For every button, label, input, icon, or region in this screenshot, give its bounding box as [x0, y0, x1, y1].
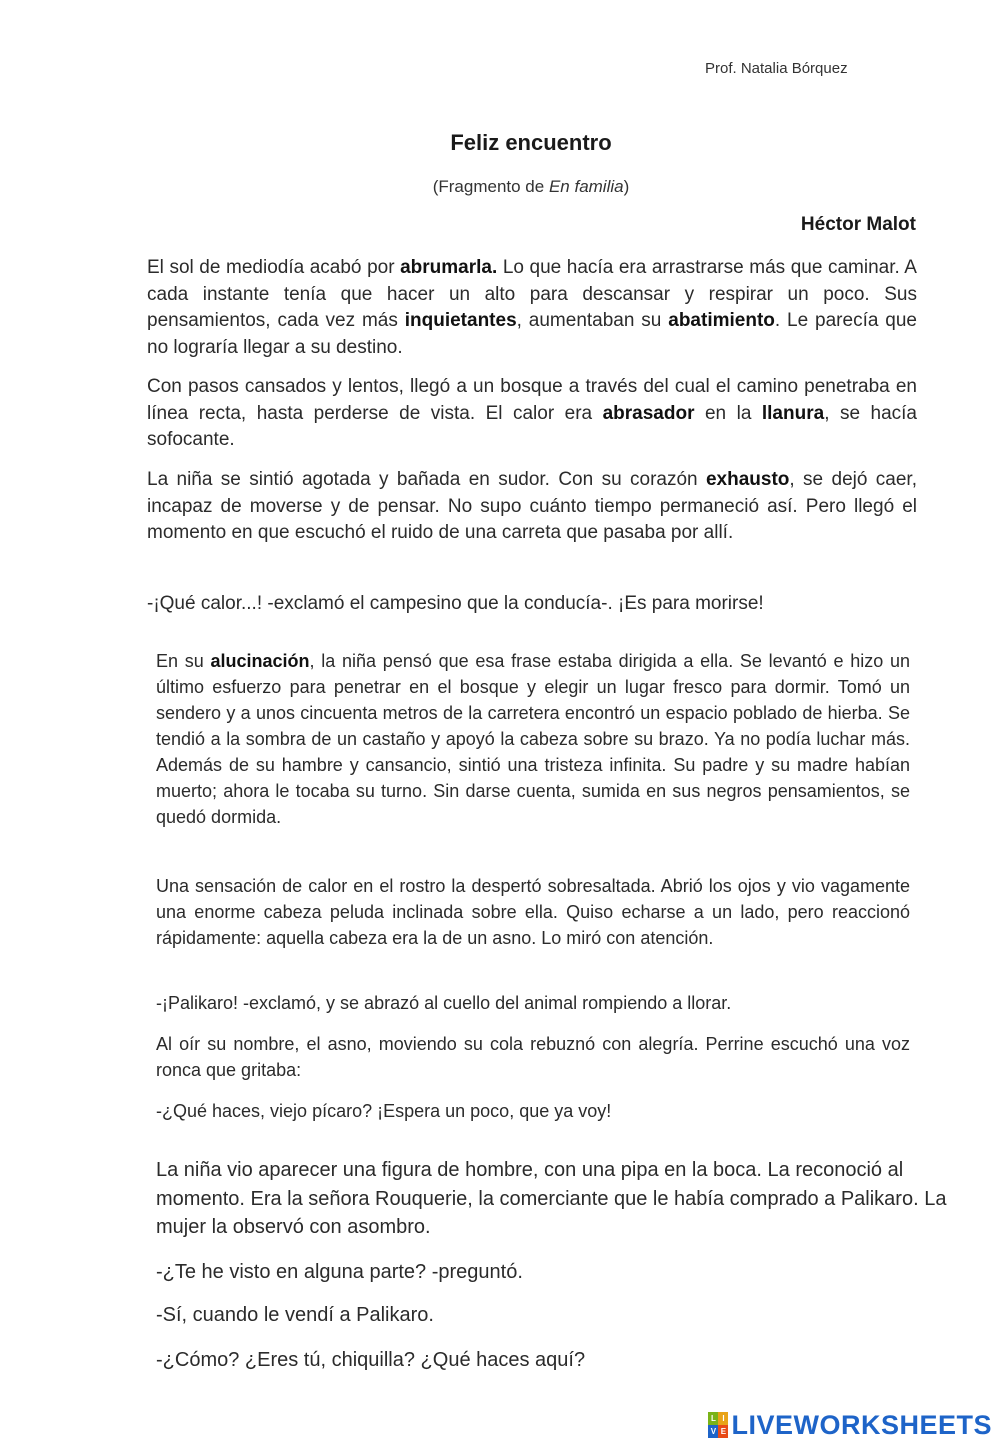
paragraph-2: Con pasos cansados y lentos, llegó a un bosque a través del cual el camino penetraba en línea recta, hasta perderse de vista. El calor era abrasador en la llanura, se hacía sofocante. — [147, 376, 917, 450]
paragraph-7: -¡Palikaro! -exclamó, y se abrazó al cuello del animal rompiendo a llorar. — [156, 993, 732, 1013]
logo-box-v: V — [708, 1425, 718, 1438]
logo-box-i: I — [718, 1412, 728, 1425]
paragraph-1: El sol de mediodía acabó por abrumarla. Lo que hacía era arrastrarse más que caminar. A cada instante tenía que hacer un alto para descansar y respirar un poco. Sus pensamientos, cada vez más inquietantes, aumentaban su abatimiento. Le parecía que no lograría llegar a su destino. — [147, 257, 917, 358]
logo-box-l: L — [708, 1412, 718, 1425]
subtitle-prefix: (Fragmento de — [432, 177, 549, 196]
story-subtitle — [0, 177, 1000, 197]
paragraph-12: -Sí, cuando le vendí a Palikaro. — [156, 1304, 434, 1326]
teacher-name: Prof. Natalia Bórquez — [705, 60, 848, 77]
logo-icon — [708, 1412, 728, 1438]
paragraph-8: Al oír su nombre, el asno, moviendo su cola rebuznó con alegría. Perrine escuchó una voz ronca que gritaba: — [156, 1034, 910, 1080]
story-author: Héctor Malot — [800, 214, 916, 235]
paragraph-13: -¿Cómo? ¿Eres tú, chiquilla? ¿Qué haces aquí? — [156, 1349, 586, 1371]
subtitle-suffix: ) — [623, 177, 630, 196]
paragraph-5: En su alucinación, la niña pensó que esa frase estaba dirigida a ella. Se levantó e hizo un último esfuerzo para penetrar en el bosque y elegir un lugar fresco para dormir. Tomó un sendero y a unos cincuenta metros de la carretera encontró un espacio poblado de hierba. Se tendió a la sombra de un castaño y apoyó la cabeza sobre su brazo. Ya no podía luchar más. Además de su hambre y cansancio, sintió una tristeza infinita. Su padre y su madre habían muerto; ahora le tocaba su turno. Sin darse cuenta, sumida en sus negros pensamientos, se quedó dormida. — [156, 651, 910, 827]
logo-text: LIVEWORKSHEETS — [731, 1409, 992, 1440]
paragraph-4: -¡Qué calor...! -exclamó el campesino que la conducía-. ¡Es para morirse! — [147, 593, 764, 614]
paragraph-6: Una sensación de calor en el rostro la despertó sobresaltada. Abrió los ojos y vio vagamente una enorme cabeza peluda inclinada sobre ella. Quiso echarse a un lado, pero reaccionó rápidamente: aquella cabeza era la de un asno. Lo miró con atención. — [156, 876, 910, 948]
subtitle-book: En familia — [548, 177, 624, 196]
story-title: Feliz encuentro — [450, 130, 612, 155]
paragraph-9: -¿Qué haces, viejo pícaro? ¡Espera un poco, que ya voy! — [156, 1101, 612, 1121]
paragraph-10: La niña vio aparecer una figura de hombre, con una pipa en la boca. La reconoció al momento. Era la señora Rouquerie, la comerciante que le había comprado a Palikaro. La mujer la observó con asombro. — [156, 1159, 947, 1238]
paragraph-3: La niña se sintió agotada y bañada en sudor. Con su corazón exhausto, se dejó caer, incapaz de moverse y de pensar. No supo cuánto tiempo permaneció así. Pero llegó el momento en que escuchó el ruido de una carreta que pasaba por allí. — [147, 469, 917, 543]
liveworksheets-logo — [708, 1410, 992, 1440]
paragraph-11: -¿Te he visto en alguna parte? -preguntó. — [156, 1261, 523, 1283]
logo-box-e: E — [718, 1425, 728, 1438]
